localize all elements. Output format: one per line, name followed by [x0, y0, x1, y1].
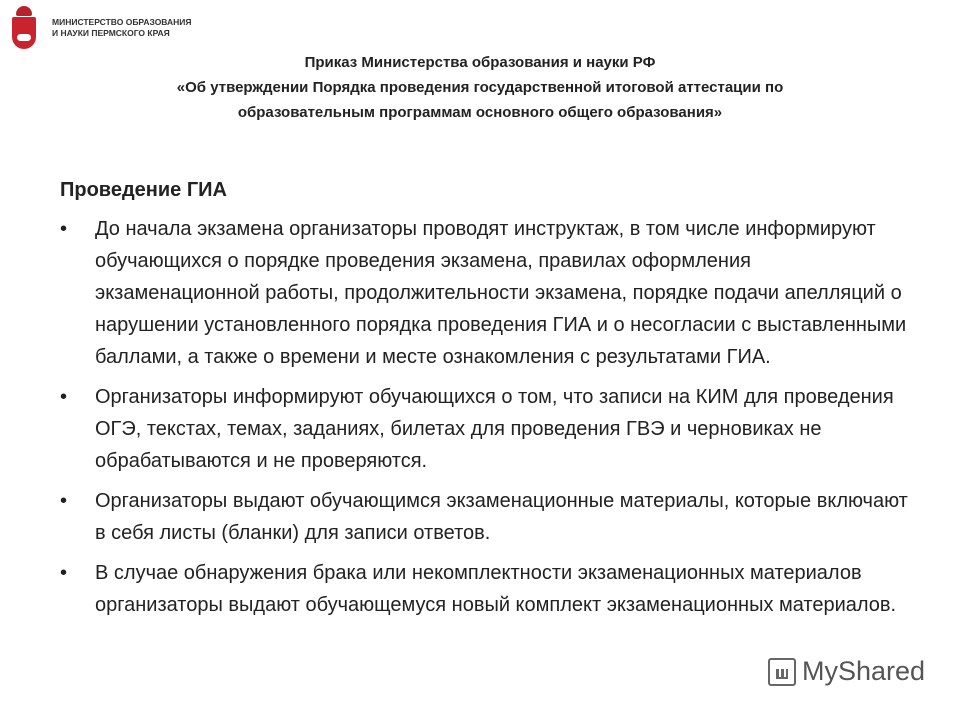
ministry-logo: [10, 6, 192, 50]
presentation-board-icon: [768, 658, 796, 686]
list-item-text: Организаторы выдают обучающимся экзаменационные материалы, которые включают в себя листы (бланки) для записи ответов.: [95, 490, 908, 544]
header-line1: Приказ Министерства образования и науки РФ: [304, 54, 656, 71]
list-item: [60, 213, 920, 373]
slide-header: [60, 50, 900, 125]
section-title: Проведение ГИА: [60, 179, 227, 201]
list-item-text: Организаторы информируют обучающихся о том, что записи на КИМ для проведения ОГЭ, текстах, темах, заданиях, билетах для проведения ГВЭ и черновиках не обрабатываются и не проверяются.: [95, 386, 894, 472]
ministry-name: [52, 17, 192, 39]
list-item: [60, 485, 920, 549]
myshared-watermark: [768, 656, 925, 687]
list-item-text: До начала экзамена организаторы проводят инструктаж, в том числе информируют обучающихся о порядке проведения экзамена, правилах оформления экзаменационной работы, продолжительности экзамена, порядке подачи апелляций о нарушении установленного порядка проведения ГИА и о несогласии с выставленными баллами, а также о времени и месте ознакомления с результатами ГИА.: [95, 218, 907, 368]
header-line3: образовательным программам основного общего образования»: [237, 104, 723, 121]
bullet-icon: •: [60, 490, 68, 512]
bullet-icon: •: [60, 218, 68, 240]
ministry-name-line2: И НАУКИ ПЕРМСКОГО КРАЯ: [52, 28, 170, 38]
bullet-list: [60, 213, 920, 629]
watermark-text: MyShared: [802, 656, 926, 686]
bullet-icon: •: [60, 386, 68, 408]
list-item-text: В случае обнаружения брака или некомплектности экзаменационных материалов организаторы выдают обучающемуся новый комплект экзаменационных материалов.: [95, 562, 897, 616]
perm-crest-icon: [10, 6, 38, 50]
header-line2: «Об утверждении Порядка проведения государственной итоговой аттестации по: [176, 79, 784, 96]
ministry-name-line1: МИНИСТЕРСТВО ОБРАЗОВАНИЯ: [52, 17, 192, 27]
bullet-icon: •: [60, 562, 68, 584]
list-item: [60, 557, 920, 621]
list-item: [60, 381, 920, 477]
